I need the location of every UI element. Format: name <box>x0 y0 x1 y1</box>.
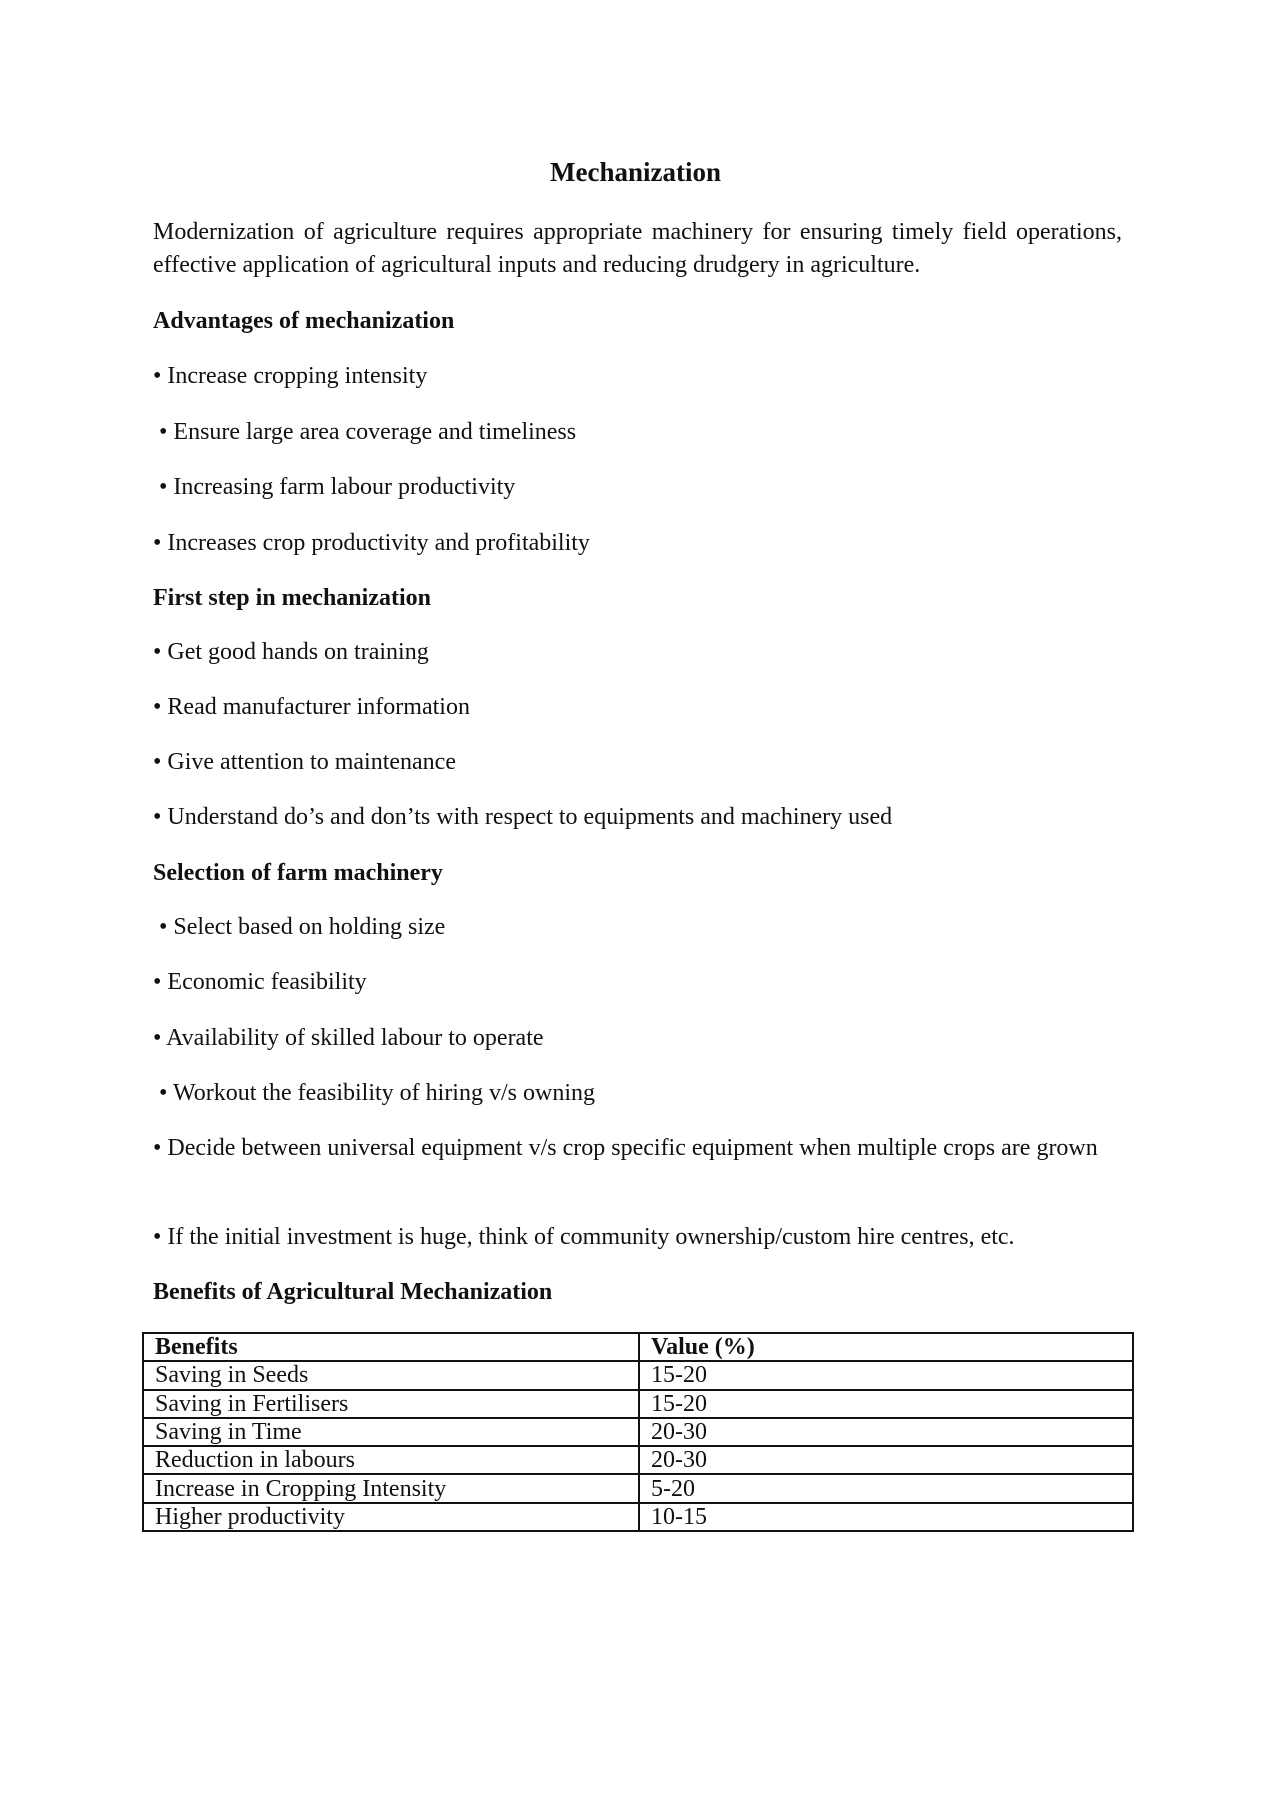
list-item: • Increasing farm labour productivity <box>153 474 516 500</box>
benefit-cell: Saving in Time <box>143 1418 639 1446</box>
table-row <box>143 1446 1133 1474</box>
table-row <box>143 1474 1133 1502</box>
list-item: • Economic feasibility <box>153 969 367 995</box>
list-item: • Give attention to maintenance <box>153 749 456 775</box>
value-cell: 10-15 <box>639 1503 1133 1531</box>
value-cell: 15-20 <box>639 1361 1133 1389</box>
value-cell: 5-20 <box>639 1474 1133 1502</box>
table-row <box>143 1418 1133 1446</box>
benefit-cell: Increase in Cropping Intensity <box>143 1474 639 1502</box>
list-item: • Increases crop productivity and profitability <box>153 530 590 556</box>
table-row <box>143 1390 1133 1418</box>
list-item: • Decide between universal equipment v/s crop specific equipment when multiple crops are grown <box>153 1135 1098 1161</box>
value-cell: 20-30 <box>639 1418 1133 1446</box>
table-row <box>143 1361 1133 1389</box>
list-item: • Read manufacturer information <box>153 694 470 720</box>
value-cell: 20-30 <box>639 1446 1133 1474</box>
benefits-table <box>142 1332 1134 1532</box>
section-heading-selection: Selection of farm machinery <box>153 860 443 886</box>
benefit-cell: Saving in Fertilisers <box>143 1390 639 1418</box>
section-heading-benefits: Benefits of Agricultural Mechanization <box>153 1279 553 1305</box>
table-header-row <box>143 1333 1133 1361</box>
intro-paragraph: Modernization of agriculture requires appropriate machinery for ensuring timely field operations, effective application of agricultural inputs and reducing drudgery in agriculture. <box>153 219 1122 278</box>
value-cell: 15-20 <box>639 1390 1133 1418</box>
section-heading-advantages: Advantages of mechanization <box>153 308 455 334</box>
column-header-benefits: Benefits <box>143 1333 639 1361</box>
list-item: • Understand do’s and don’ts with respect to equipments and machinery used <box>153 804 893 830</box>
benefit-cell: Higher productivity <box>143 1503 639 1531</box>
page-title: Mechanization <box>550 157 721 187</box>
list-item: • Availability of skilled labour to operate <box>153 1025 544 1051</box>
list-item: • Get good hands on training <box>153 639 429 665</box>
list-item: • Ensure large area coverage and timeliness <box>153 419 577 445</box>
list-item: • If the initial investment is huge, think of community ownership/custom hire centres, etc. <box>153 1224 1015 1250</box>
list-item: • Workout the feasibility of hiring v/s owning <box>153 1080 595 1106</box>
list-item: • Increase cropping intensity <box>153 363 428 389</box>
table-row <box>143 1503 1133 1531</box>
benefit-cell: Saving in Seeds <box>143 1361 639 1389</box>
column-header-value: Value (%) <box>639 1333 1133 1361</box>
section-heading-first-step: First step in mechanization <box>153 585 431 611</box>
benefit-cell: Reduction in labours <box>143 1446 639 1474</box>
list-item: • Select based on holding size <box>153 914 446 940</box>
